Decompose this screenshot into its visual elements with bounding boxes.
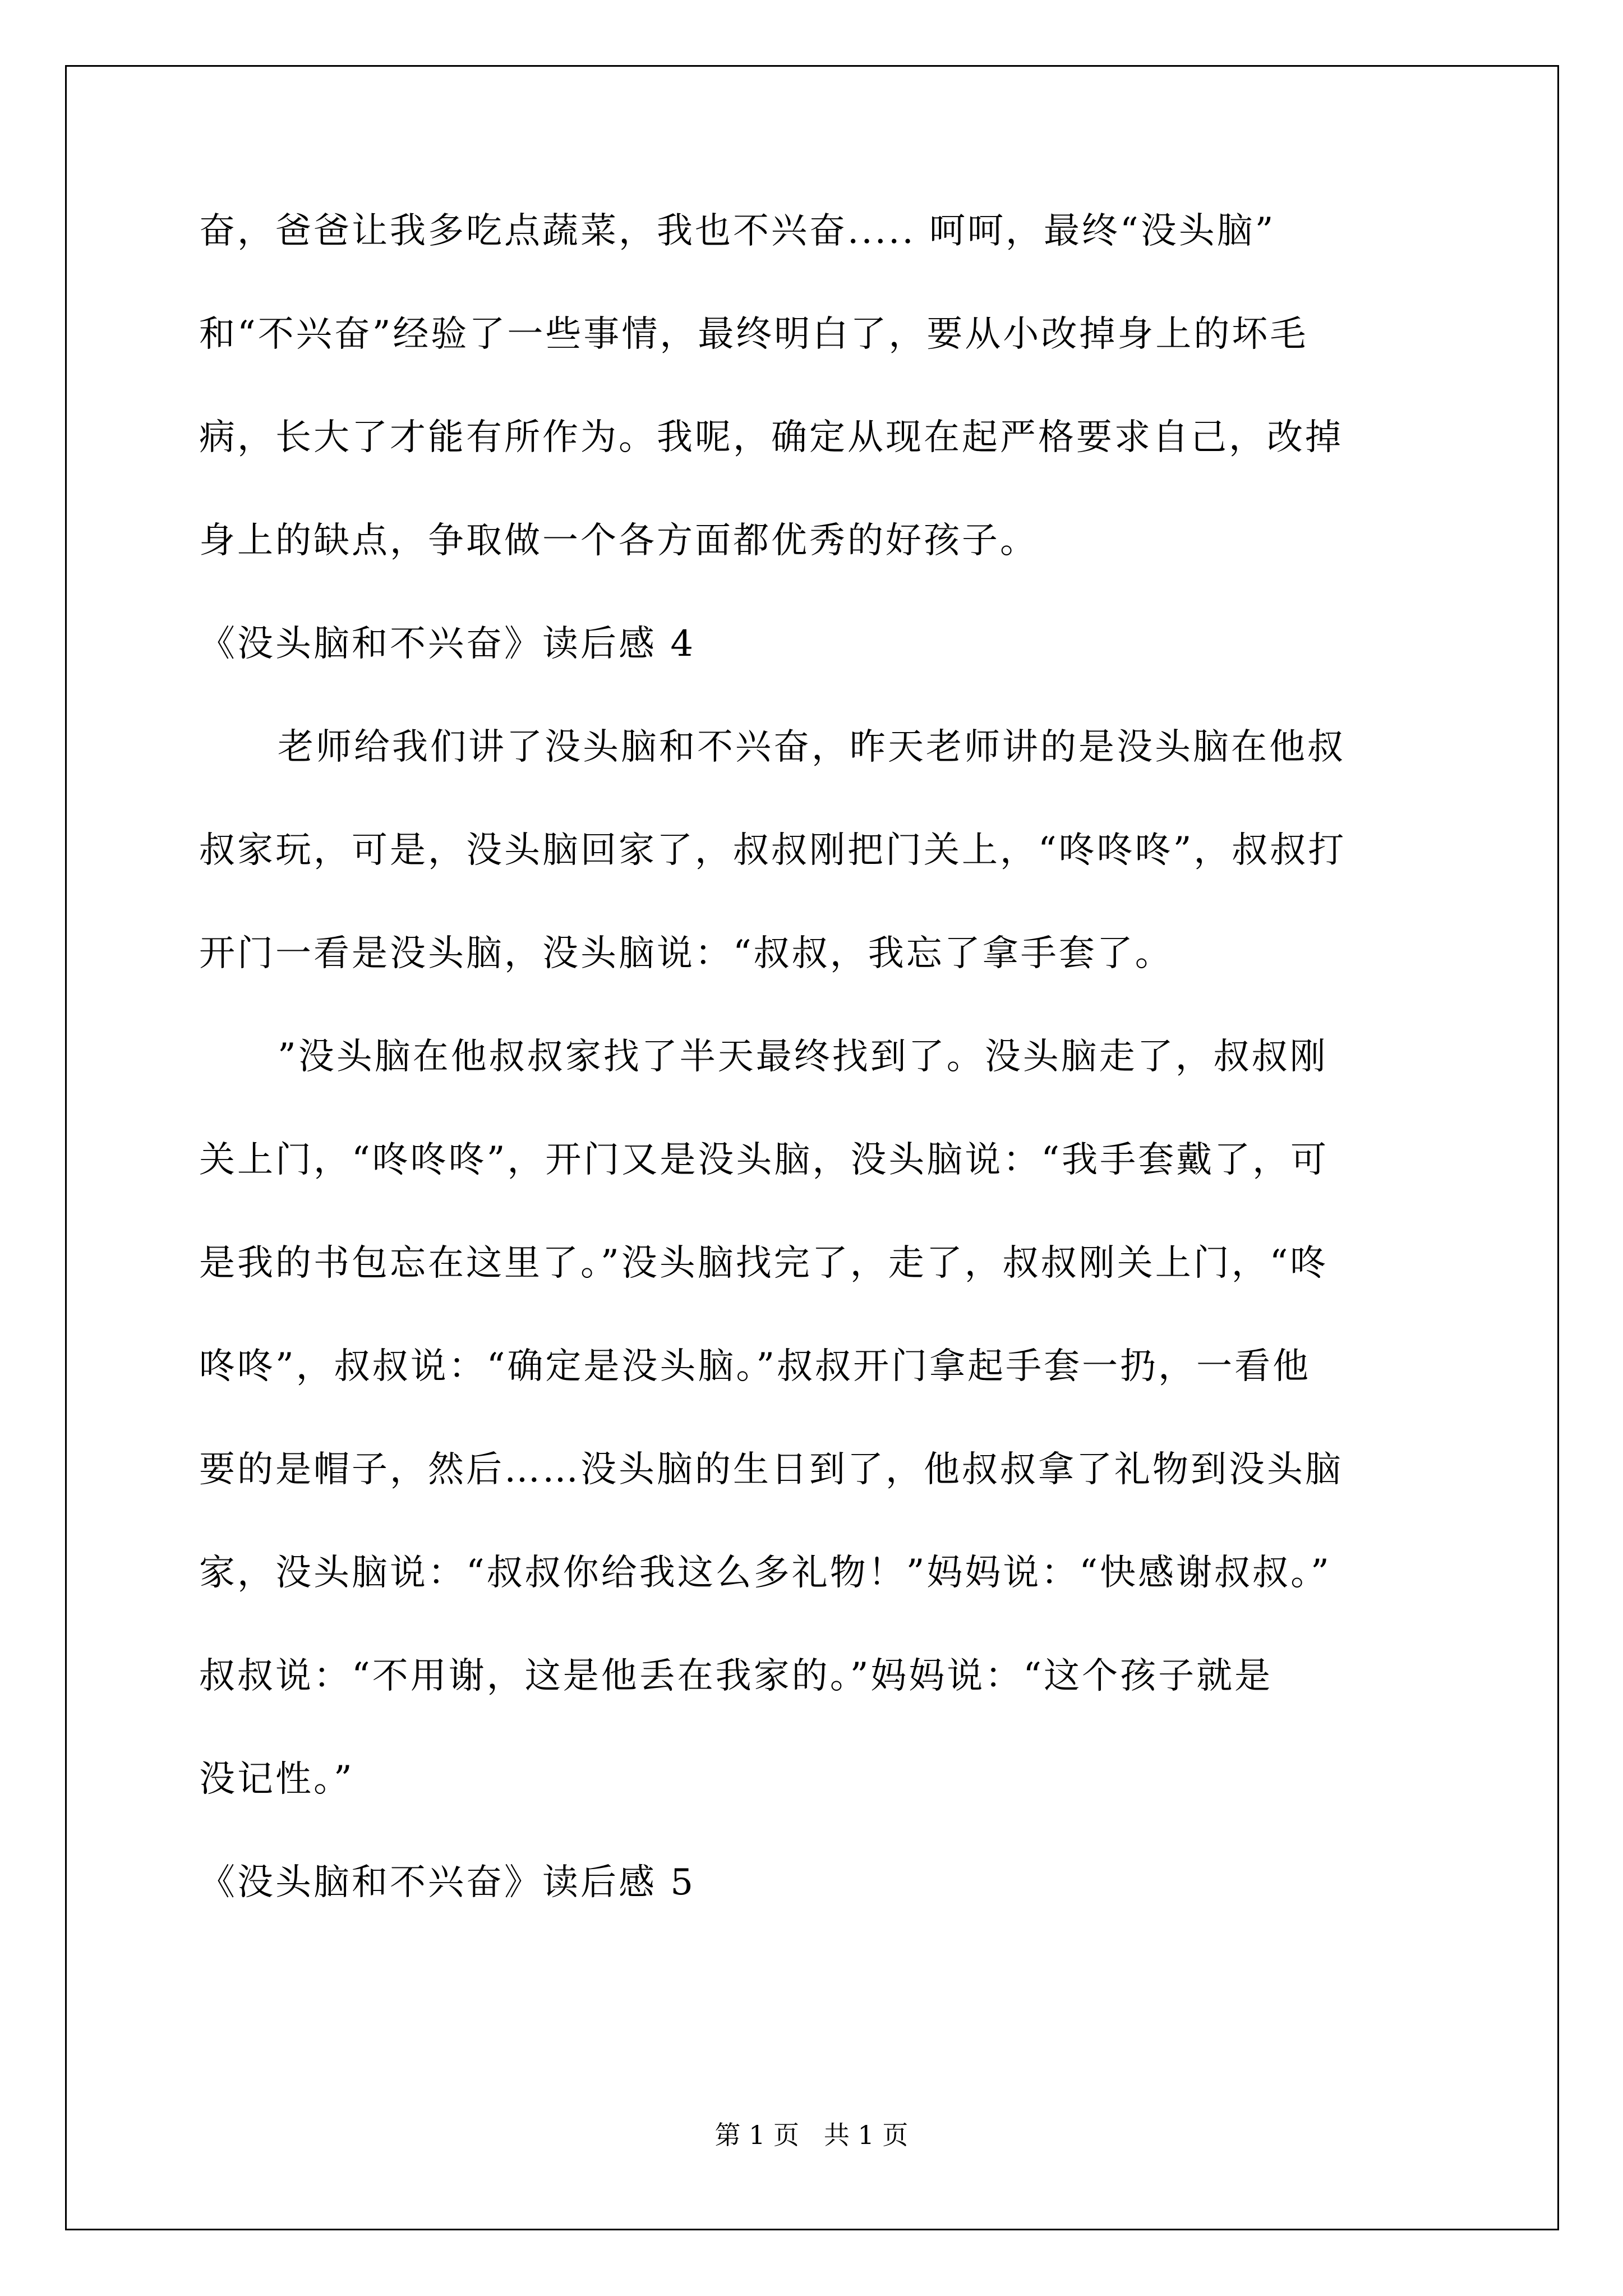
- paragraph-line: 开门一看是没头脑，没头脑说：“叔叔，我忘了拿手套了。: [199, 933, 1173, 974]
- document-body: [199, 180, 1523, 1934]
- section-heading: 《没头脑和不兴奋》读后感 4: [199, 623, 696, 665]
- page-number-footer: 第 1 页 共 1 页: [714, 2120, 909, 2150]
- paragraph-line: 叔叔说：“不用谢，这是他丢在我家的。”妈妈说：“这个孩子就是: [199, 1655, 1273, 1697]
- paragraph-line: 家，没头脑说：“叔叔你给我这么多礼物！”妈妈说：“快感谢叔叔。”: [199, 1552, 1331, 1594]
- paragraph-line: 关上门，“咚咚咚”，开门又是没头脑，没头脑说：“我手套戴了，可: [199, 1139, 1329, 1181]
- paragraph-line: 没记性。”: [199, 1759, 354, 1800]
- paragraph-line: 和“不兴奋”经验了一些事情，最终明白了，要从小改掉身上的坏毛: [199, 314, 1308, 355]
- paragraph-line: 病，长大了才能有所作为。我呢，确定从现在起严格要求自己，改掉: [199, 417, 1343, 458]
- paragraph-line: ”没头脑在他叔叔家找了半天最终找到了。没头脑走了，叔叔刚: [278, 1036, 1328, 1078]
- paragraph-line: 要的是帽子，然后……没头脑的生日到了，他叔叔拿了礼物到没头脑: [199, 1449, 1343, 1490]
- paragraph-line: 叔家玩，可是，没头脑回家了，叔叔刚把门关上，“咚咚咚”，叔叔打: [199, 830, 1347, 871]
- paragraph-line: 奋，爸爸让我多吃点蔬菜，我也不兴奋..... 呵呵，最终“没头脑”: [199, 210, 1276, 252]
- paragraph-line: 是我的书包忘在这里了。”没头脑找完了，走了，叔叔刚关上门，“咚: [199, 1243, 1329, 1284]
- paragraph-line: 咚咚”，叔叔说：“确定是没头脑。”叔叔开门拿起手套一扔，一看他: [199, 1346, 1311, 1387]
- paragraph-line: 老师给我们讲了没头脑和不兴奋，昨天老师讲的是没头脑在他叔: [278, 726, 1345, 768]
- section-heading: 《没头脑和不兴奋》读后感 5: [199, 1862, 696, 1903]
- paragraph-line: 身上的缺点，争取做一个各方面都优秀的好孩子。: [199, 520, 1038, 562]
